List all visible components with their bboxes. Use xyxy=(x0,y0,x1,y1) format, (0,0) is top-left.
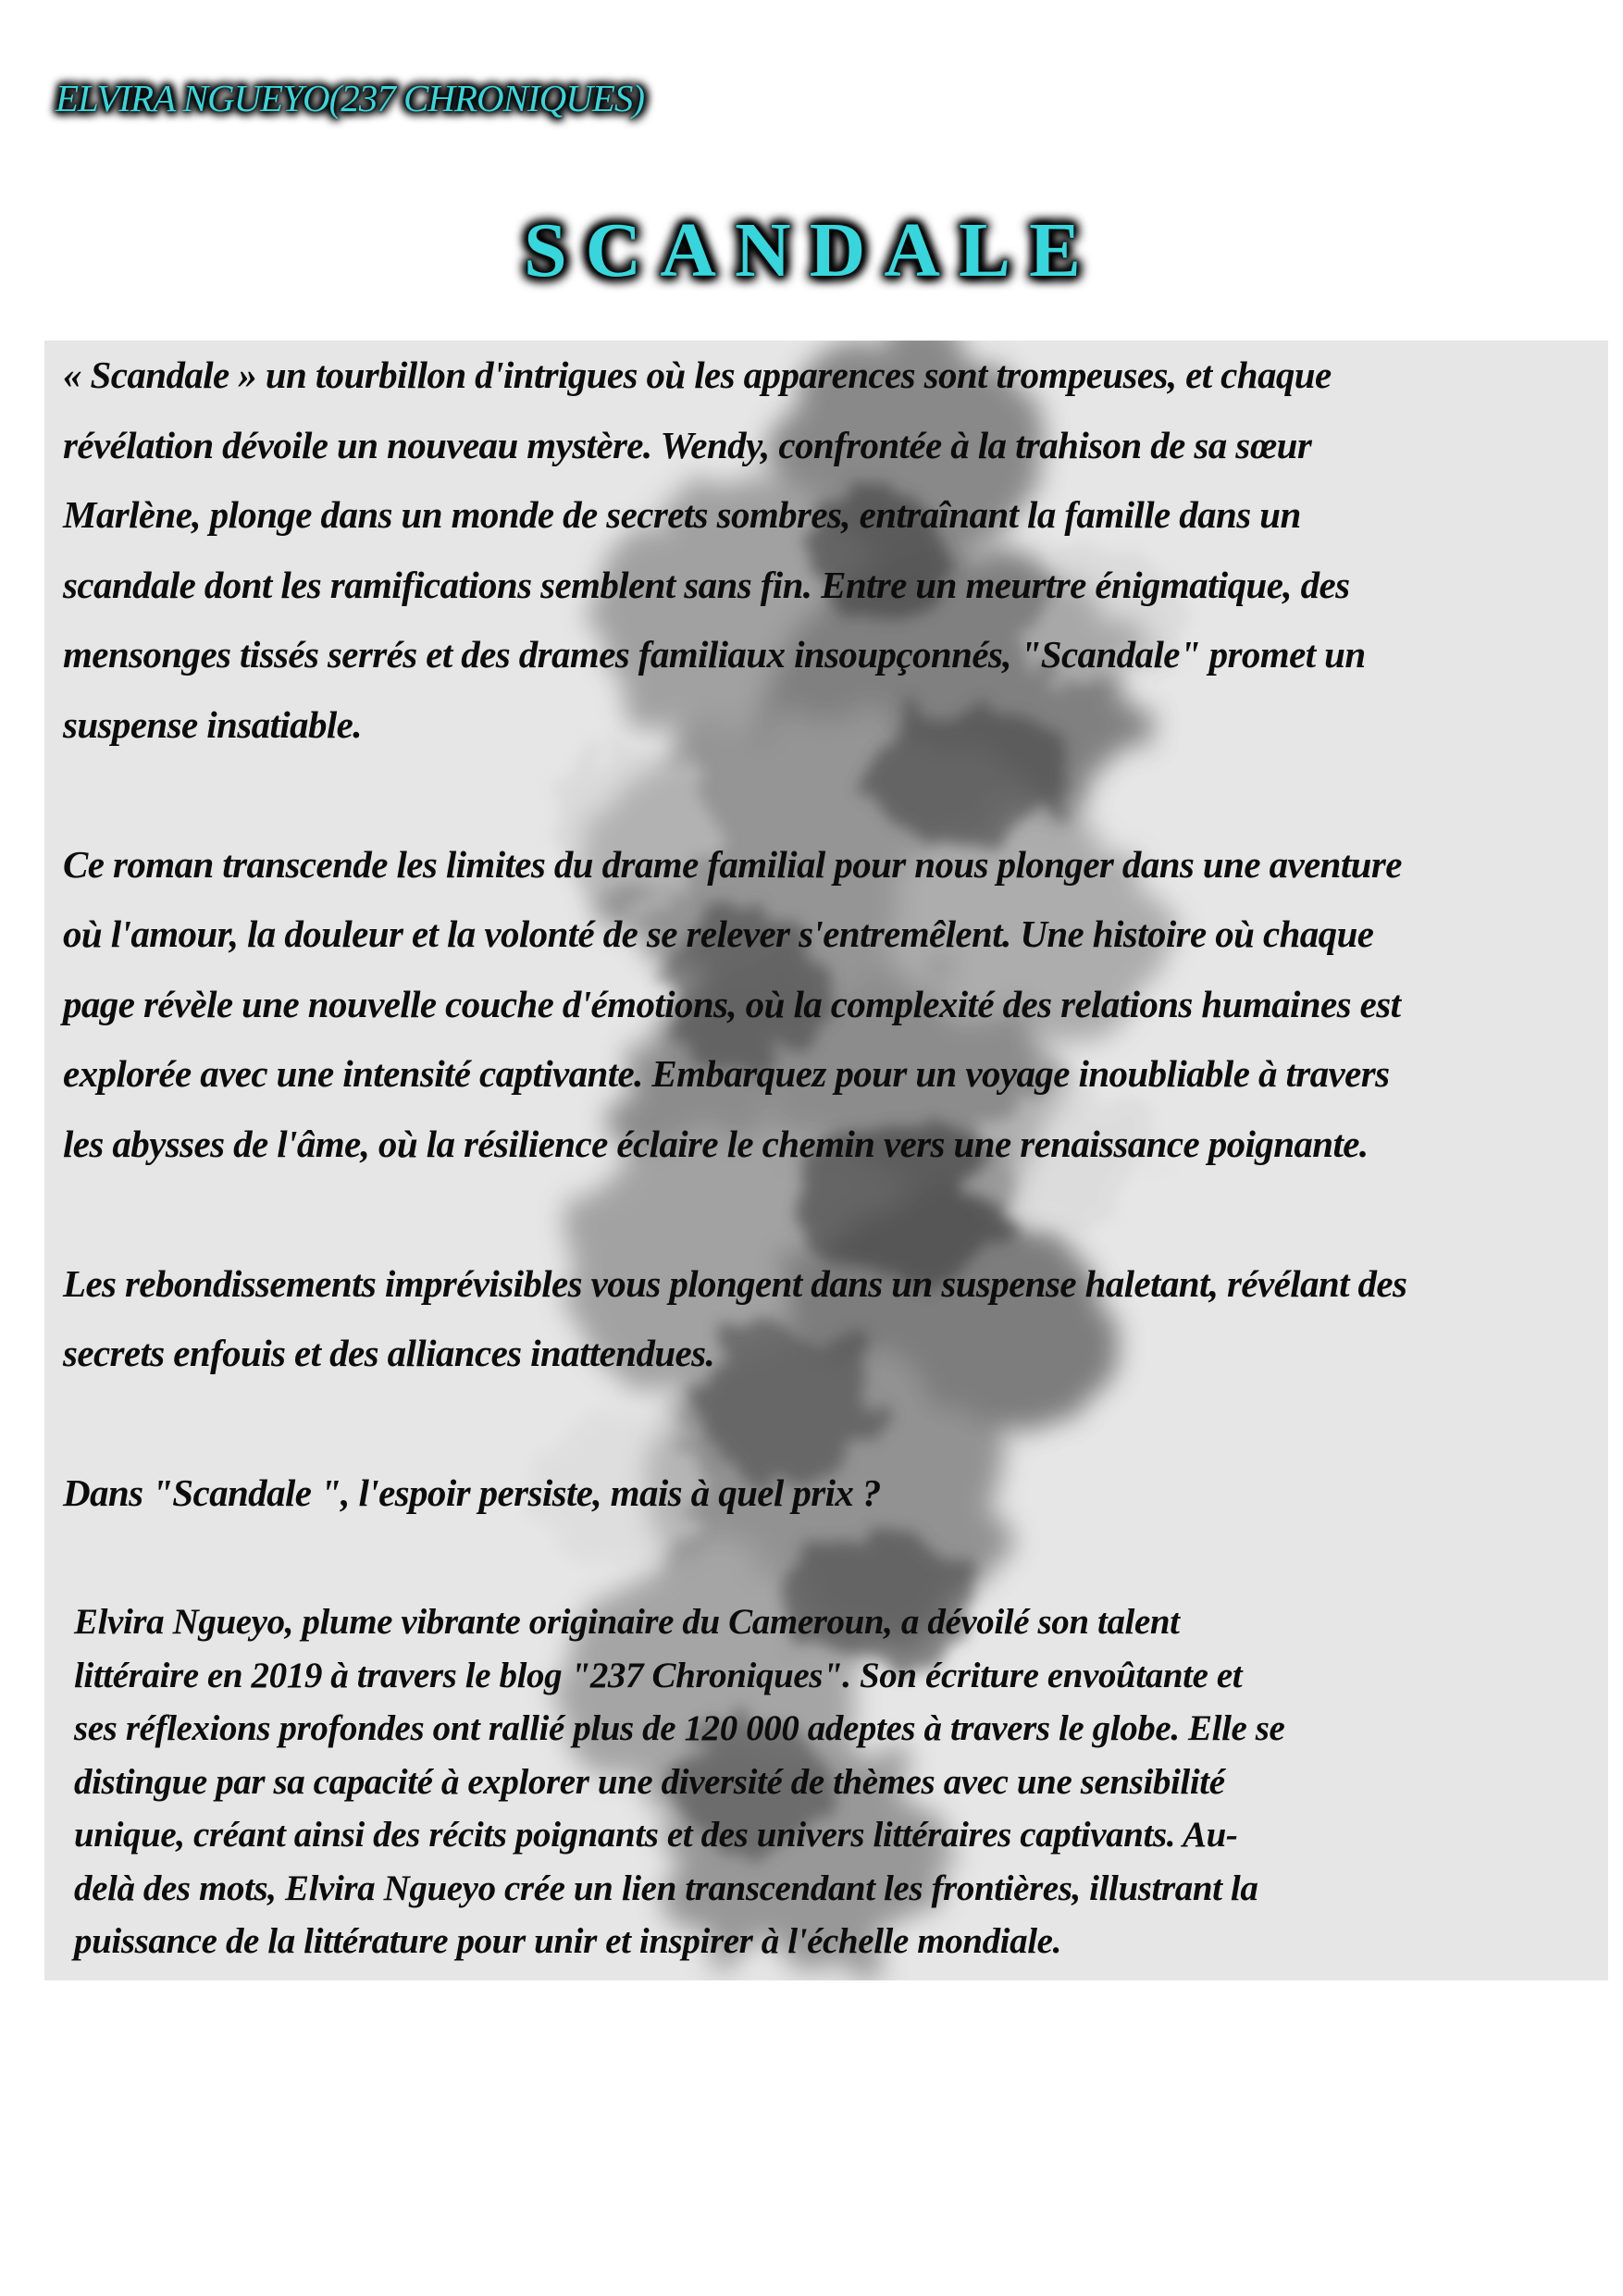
back-cover-panel xyxy=(44,341,1608,1980)
synopsis-paragraph: « Scandale » un tourbillon d'intrigues où les apparences sont trompeuses, et chaque révélation dévoile un nouveau mystère. Wendy, confrontée à la trahison de sa sœur Marlène, plonge dans un monde de secrets sombres, entraînant la famille dans un scandale dont les ramifications semblent sans fin. Entre un meurtre énigmatique, des mensonges tissés serrés et des drames familiaux insoupçonnés, "Scandale" promet un suspense insatiable. xyxy=(63,354,1366,746)
book-title: SCANDALE xyxy=(523,207,1100,293)
author-bio: Elvira Ngueyo, plume vibrante originaire du Cameroun, a dévoilé son talent littéraire en 2019 à travers le blog "237 Chroniques". Son écriture envoûtante et ses réflexions profondes ont rallié plus de 120 000 adeptes à travers le globe. Elle se distingue par sa capacité à explorer une diversité de thèmes avec une sensibilité unique, créant ainsi des récits poignants et des univers littéraires captivants. Au- delà des mots, Elvira Ngueyo crée un lien transcendant les frontières, illustrant la puissance de la littérature pour unir et inspirer à l'échelle mondiale. xyxy=(74,1602,1285,1961)
synopsis-paragraph: Ce roman transcende les limites du drame familial pour nous plonger dans une aventure où l'amour, la douleur et la volonté de se relever s'entremêlent. Une histoire où chaque page révèle une nouvelle couche d'émotions, où la complexité des relations humaines est explorée avec une intensité captivante. Embarquez pour un voyage inoubliable à travers les abysses de l'âme, où la résilience éclaire le chemin vers une renaissance poignante. xyxy=(63,842,1402,1165)
synopsis xyxy=(63,341,1599,1529)
synopsis-paragraph: Les rebondissements imprévisibles vous plongent dans un suspense haletant, révélant des secrets enfouis et des alliances inattendues. xyxy=(63,1261,1407,1374)
synopsis-tagline: Dans "Scandale ", l'espoir persiste, mais à quel prix ? xyxy=(63,1471,881,1514)
author-header: ELVIRA NGUEYO(237 CHRONIQUES) xyxy=(56,77,645,119)
